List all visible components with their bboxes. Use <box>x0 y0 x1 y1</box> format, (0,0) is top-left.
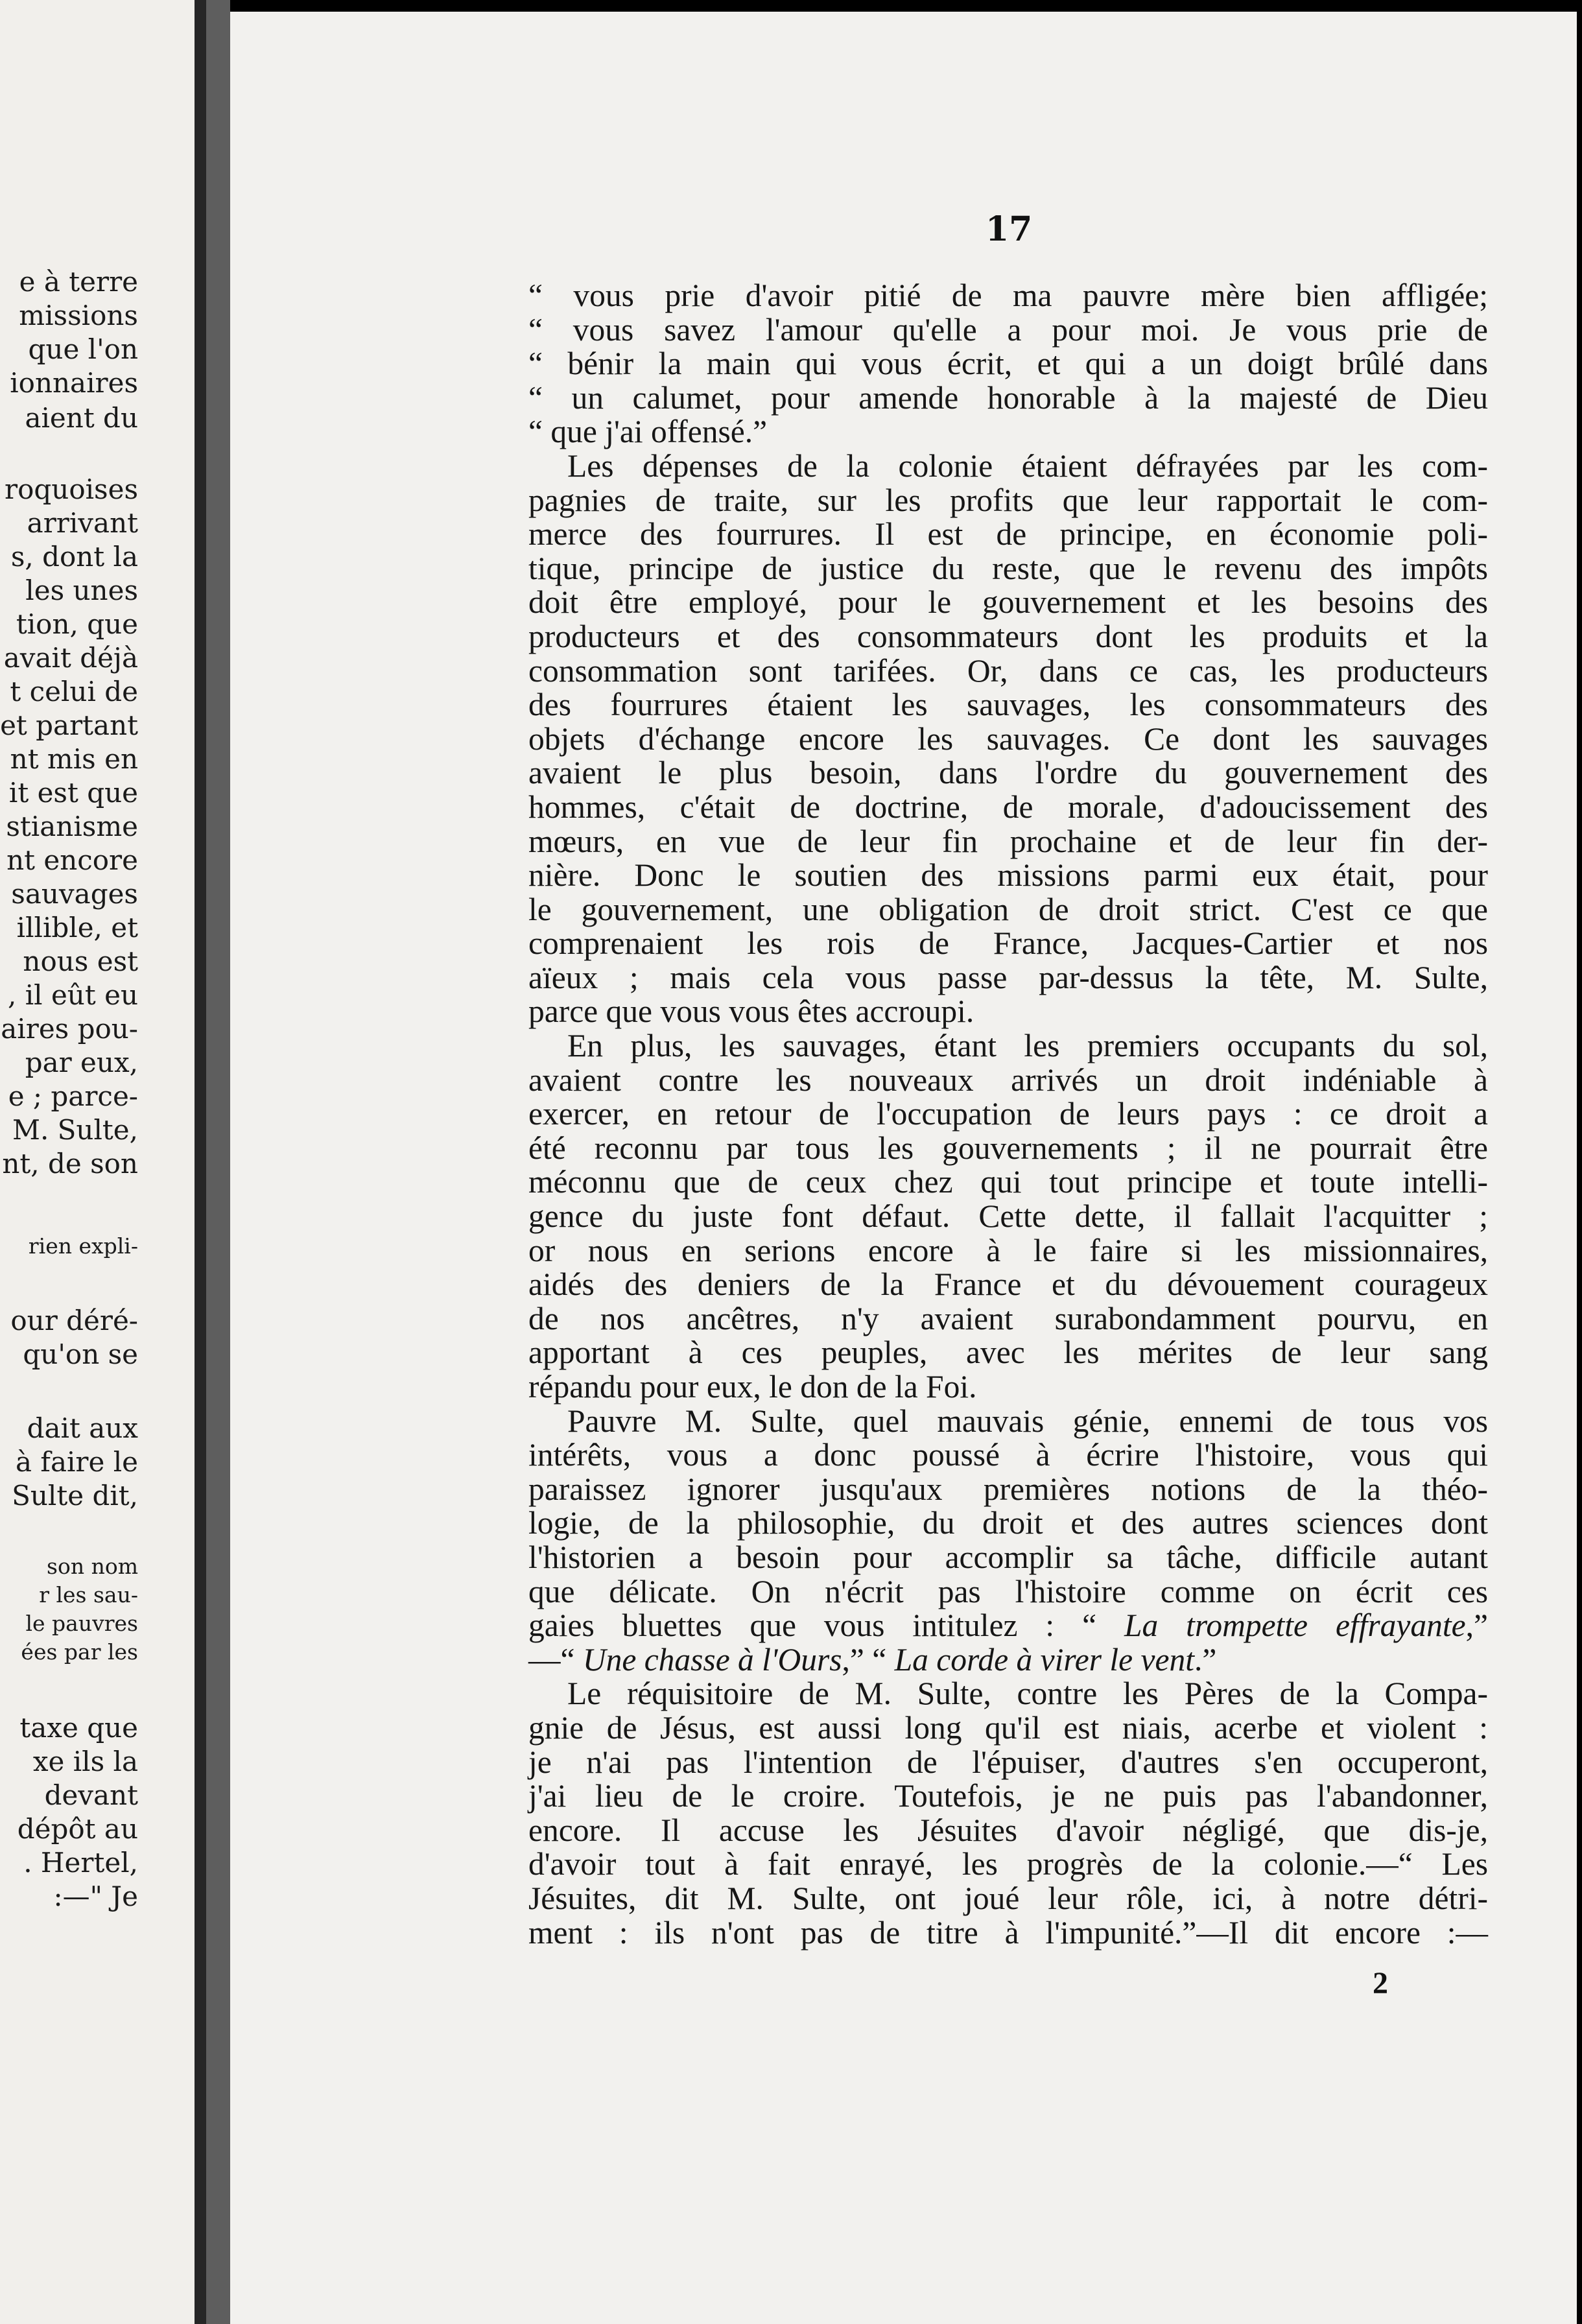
text-line: avaient le plus besoin, dans l'ordre du gouvernement des <box>528 755 1488 791</box>
text-line: intérêts, vous a donc poussé à écrire l'histoire, vous qui <box>528 1437 1488 1473</box>
text-line: gnie de Jésus, est aussi long qu'il est niais, acerbe et violent : <box>528 1709 1488 1746</box>
page-number: 17 <box>986 209 1033 249</box>
left-page-line: illible, et <box>16 912 138 943</box>
left-page-line: les unes <box>25 575 138 606</box>
left-page-line: :—" Je <box>53 1880 138 1912</box>
text-segment: —“ <box>528 1641 583 1678</box>
text-segment: ,” “ <box>842 1641 895 1678</box>
text-line: d'avoir tout à fait enrayé, les progrès de la colonie.—“ Les <box>528 1846 1488 1882</box>
left-page-line: et partant <box>0 709 138 741</box>
left-page-line: Sulte dit, <box>12 1480 138 1512</box>
text-line: consommation sont tarifées. Or, dans ce cas, les producteurs <box>528 652 1488 689</box>
italic-title: La trompette effrayante <box>1124 1607 1466 1644</box>
text-line: méconnu que de ceux chez qui tout principe et toute intelli- <box>528 1164 1488 1200</box>
page-gutter <box>206 0 230 2324</box>
left-page-line: à faire le <box>16 1446 138 1478</box>
italic-title: La corde à virer le vent <box>894 1641 1194 1678</box>
left-page-line: our déré- <box>10 1305 138 1336</box>
text-line: objets d'échange encore les sauvages. Ce dont les sauvages <box>528 720 1488 757</box>
left-page-line: nt encore <box>6 844 138 876</box>
left-page-line: stianisme <box>6 811 138 842</box>
text-line: apportant à ces peuples, avec les mérites de leur sang <box>528 1334 1488 1371</box>
text-line: gence du juste font défaut. Cette dette, il fallait l'acquitter ; <box>528 1198 1488 1235</box>
body-text <box>528 279 1488 1950</box>
left-page-line: arrivant <box>27 507 138 539</box>
italic-title: Une chasse à l'Ours <box>582 1641 842 1678</box>
left-page-line: , il eût eu <box>8 979 138 1011</box>
left-page-line: sauvages <box>11 878 138 910</box>
text-line: Pauvre M. Sulte, quel mauvais génie, ennemi de tous vos <box>567 1403 1488 1439</box>
previous-page-strip <box>0 0 206 2324</box>
text-line: “ un calumet, pour amende honorable à la majesté de Dieu <box>528 379 1488 416</box>
left-page-line: tion, que <box>16 608 138 640</box>
text-line: l'historien a besoin pour accomplir sa tâche, difficile autant <box>528 1539 1488 1575</box>
left-page-line: M. Sulte, <box>12 1114 138 1146</box>
text-line: logie, de la philosophie, du droit et des autres sciences dont <box>528 1505 1488 1541</box>
text-segment: gaies bluettes que vous intitulez : “ <box>528 1607 1124 1644</box>
text-line: “ vous prie d'avoir pitié de ma pauvre mère bien affligée; <box>528 278 1488 313</box>
text-line: parce que vous vous êtes accroupi. <box>528 993 974 1030</box>
text-line: pagnies de traite, sur les profits que leur rapportait le com- <box>528 482 1488 518</box>
text-line: Jésuites, dit M. Sulte, ont joué leur rôle, ici, à notre détri- <box>528 1880 1488 1916</box>
text-line: mœurs, en vue de leur fin prochaine et de leur fin der- <box>528 823 1488 859</box>
text-line: j'ai lieu de le croire. Toutefois, je ne puis pas l'abandonner, <box>528 1778 1488 1814</box>
text-line: exercer, en retour de l'occupation de leurs pays : ce droit a <box>528 1096 1488 1132</box>
text-segment: ,” <box>1465 1607 1488 1644</box>
text-line: répandu pour eux, le don de la Foi. <box>528 1369 977 1405</box>
left-page-line: t celui de <box>10 676 138 707</box>
text-line: que délicate. On n'écrit pas l'histoire comme on écrit ces <box>528 1573 1488 1609</box>
text-line: je n'ai pas l'intention de l'épuiser, d'autres s'en occuperont, <box>528 1744 1488 1780</box>
text-line: été reconnu par tous les gouvernements ; il ne pourrait être <box>528 1130 1488 1166</box>
left-page-line: aires pou- <box>1 1013 138 1045</box>
text-line: producteurs et des consommateurs dont les produits et la <box>528 618 1488 654</box>
text-line: paraissez ignorer jusqu'aux premières notions de la théo- <box>528 1471 1488 1507</box>
left-page-line: it est que <box>8 777 138 809</box>
text-line: “ que j'ai offensé.” <box>528 414 768 450</box>
text-line: avaient contre les nouveaux arrivés un droit indéniable à <box>528 1061 1488 1098</box>
signature-mark: 2 <box>1373 1966 1388 2000</box>
left-page-line: devant <box>44 1779 138 1811</box>
text-line: aïeux ; mais cela vous passe par-dessus la tête, M. Sulte, <box>528 959 1488 995</box>
text-line: comprenaient les rois de France, Jacques-Cartier et nos <box>528 925 1488 962</box>
left-page-line: avait déjà <box>3 642 138 674</box>
text-line: ment : ils n'ont pas de titre à l'impunité.”—Il dit encore :— <box>528 1914 1488 1950</box>
text-line: “ bénir la main qui vous écrit, et qui a un doigt brûlé dans <box>528 346 1488 382</box>
left-page-line: dait aux <box>27 1412 138 1444</box>
left-page-line: xe ils la <box>32 1746 138 1777</box>
text-line: Les dépenses de la colonie étaient défrayées par les com- <box>567 447 1488 484</box>
text-line: nière. Donc le soutien des missions parmi eux était, pour <box>528 857 1488 894</box>
text-line: En plus, les sauvages, étant les premiers occupants du sol, <box>567 1028 1488 1064</box>
text-line <box>528 1609 1488 1643</box>
text-line: hommes, c'était de doctrine, de morale, d'adoucissement des <box>528 788 1488 825</box>
left-page-line: nous est <box>23 945 138 977</box>
left-page-line: rien expli- <box>28 1233 138 1259</box>
text-line: “ vous savez l'amour qu'elle a pour moi. Je vous prie de <box>528 311 1488 348</box>
document-page <box>230 12 1577 2324</box>
left-page-line: r les sau- <box>39 1582 138 1607</box>
left-page-line: le pauvres <box>25 1611 138 1636</box>
text-line: doit être employé, pour le gouvernement et les besoins des <box>528 584 1488 621</box>
left-page-line: e ; parce- <box>8 1080 138 1112</box>
text-line: des fourrures étaient les sauvages, les consommateurs des <box>528 687 1488 723</box>
left-page-line: dépôt au <box>17 1813 138 1845</box>
left-page-line: s, dont la <box>10 541 138 573</box>
text-line: merce des fourrures. Il est de principe, en économie poli- <box>528 516 1488 552</box>
left-page-line: ées par les <box>21 1639 138 1665</box>
left-page-line: qu'on se <box>23 1338 138 1370</box>
left-page-line: roquoises <box>5 473 138 505</box>
left-page-line: e à terre <box>19 266 138 298</box>
text-line: de nos ancêtres, n'y avaient surabondamment pourvu, en <box>528 1300 1488 1336</box>
text-line: or nous en serions encore à le faire si les missionnaires, <box>528 1232 1488 1268</box>
text-line: aidés des deniers de la France et du dévouement courageux <box>528 1266 1488 1303</box>
text-line: Le réquisitoire de M. Sulte, contre les Pères de la Compa- <box>567 1676 1488 1712</box>
text-line: tique, principe de justice du reste, que le revenu des impôts <box>528 550 1488 586</box>
text-line <box>528 1643 1488 1678</box>
text-line: le gouvernement, une obligation de droit strict. C'est ce que <box>528 891 1488 927</box>
left-page-line: aient du <box>25 402 138 434</box>
text-segment: .” <box>1194 1641 1217 1678</box>
left-page-line: nt, de son <box>2 1148 138 1180</box>
left-page-line: ionnaires <box>10 367 138 399</box>
left-page-line: par eux, <box>25 1047 138 1078</box>
left-page-line: . Hertel, <box>23 1847 138 1879</box>
left-page-line: taxe que <box>19 1712 138 1744</box>
text-line: encore. Il accuse les Jésuites d'avoir négligé, que dis-je, <box>528 1812 1488 1848</box>
left-page-line: nt mis en <box>10 743 138 775</box>
left-page-line: son nom <box>47 1554 138 1579</box>
left-page-line: missions <box>19 300 138 331</box>
left-page-line: que l'on <box>28 333 138 365</box>
